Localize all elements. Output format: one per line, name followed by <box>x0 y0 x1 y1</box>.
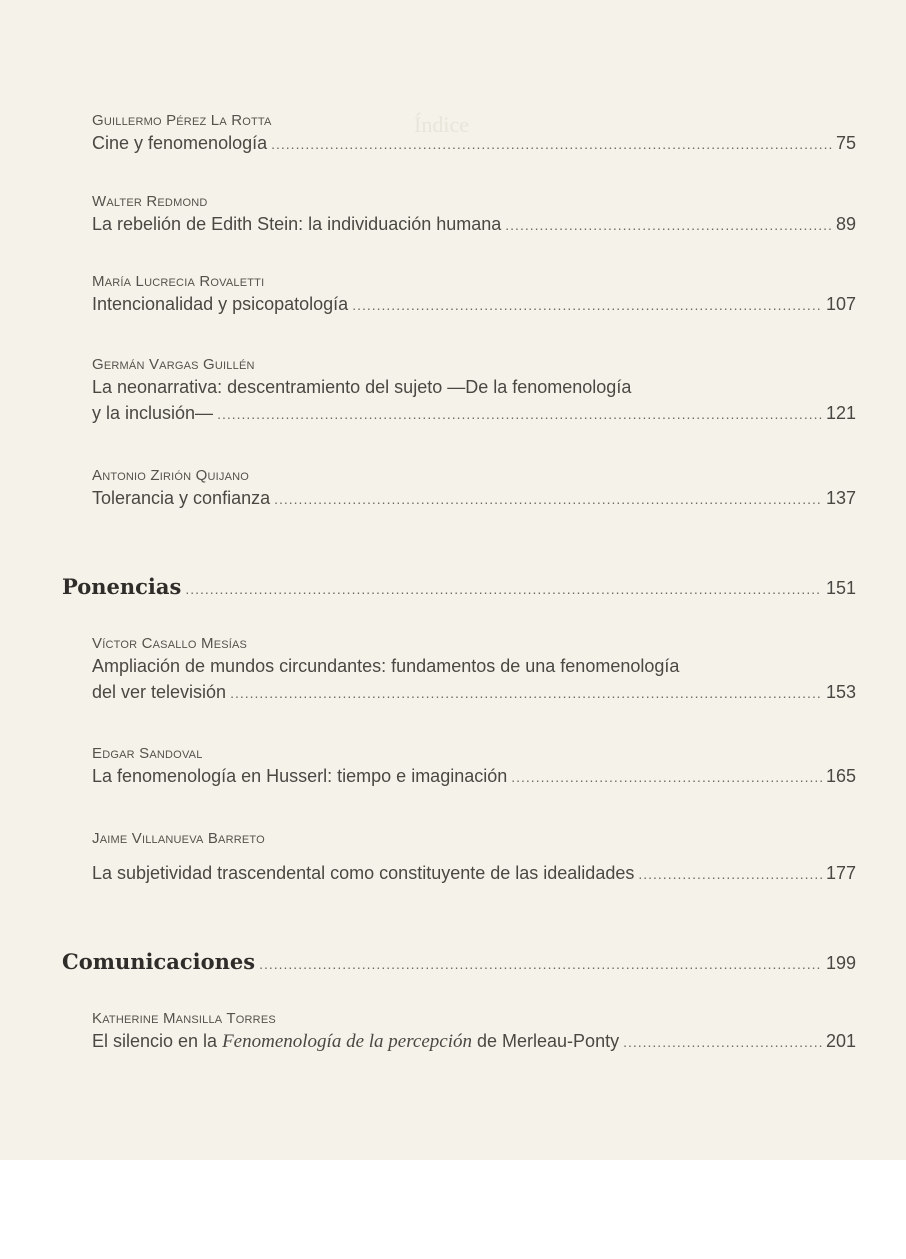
entry-title <box>92 1028 619 1055</box>
page-number: 137 <box>825 488 856 508</box>
section-heading-comunicaciones <box>62 949 856 977</box>
page-number: 151 <box>825 578 856 598</box>
dot-leader <box>352 292 822 318</box>
entry-title-line <box>92 400 856 427</box>
entry-title-line <box>92 653 856 679</box>
page-number: 89 <box>835 214 856 234</box>
entry-title-continued: y la inclusión— <box>92 403 214 423</box>
toc-entry <box>92 467 856 512</box>
entry-title-italic: Fenomenología de la percepción <box>222 1031 472 1052</box>
entry-author: Víctor Casallo Mesías <box>92 635 248 652</box>
dot-leader <box>623 1029 822 1055</box>
entry-title-prefix: El silencio en la <box>92 1031 223 1051</box>
entry-author: Walter Redmond <box>92 193 208 210</box>
toc-entry <box>92 635 856 706</box>
entry-title-continued: del ver televisión <box>92 682 227 702</box>
entry-title: La rebelión de Edith Stein: la individuación humana <box>92 214 502 234</box>
entry-title-line <box>92 763 856 790</box>
page-number: 121 <box>825 403 856 423</box>
entry-title: La fenomenología en Husserl: tiempo e imaginación <box>92 766 508 786</box>
entry-title: Intencionalidad y psicopatología <box>92 294 349 314</box>
page-number: 107 <box>825 294 856 314</box>
toc-entry <box>92 830 856 887</box>
entry-author: Jaime Villanueva Barreto <box>92 830 265 847</box>
dot-leader <box>217 401 822 427</box>
dot-leader <box>230 680 822 706</box>
entry-title-line <box>92 679 856 706</box>
dot-leader <box>271 131 832 157</box>
dot-leader <box>185 576 822 602</box>
entry-title-line <box>92 1028 856 1055</box>
dot-leader <box>259 951 822 977</box>
entry-title: Cine y fenomenología <box>92 133 268 153</box>
entry-title: Tolerancia y confianza <box>92 488 271 508</box>
page-number: 177 <box>825 863 856 883</box>
page-number: 153 <box>825 682 856 702</box>
entry-author: Antonio Zirión Quijano <box>92 467 250 484</box>
entry-title-line <box>92 130 856 157</box>
entry-title-line <box>92 211 856 238</box>
toc-entry <box>92 193 856 238</box>
toc-entry <box>92 356 856 427</box>
section-title: Ponencias <box>62 574 182 599</box>
entry-title-line <box>92 485 856 512</box>
toc-entry <box>92 112 856 157</box>
entry-title-line <box>92 291 856 318</box>
dot-leader <box>274 486 822 512</box>
section-title: Comunicaciones <box>62 949 256 974</box>
toc-entry <box>92 273 856 318</box>
entry-author: Germán Vargas Guillén <box>92 356 255 373</box>
entry-title: La subjetividad trascendental como constituyente de las idealidades <box>92 863 635 883</box>
entry-author: Katherine Mansilla Torres <box>92 1010 276 1027</box>
entry-title-line <box>92 860 856 887</box>
page-number: 201 <box>825 1031 856 1051</box>
entry-author: Guillermo Pérez La Rotta <box>92 112 272 129</box>
toc-entry <box>92 1010 856 1055</box>
page-number: 165 <box>825 766 856 786</box>
dot-leader <box>505 212 832 238</box>
page-number: 75 <box>835 133 856 153</box>
entry-title: La neonarrativa: descentramiento del sujeto —De la fenomenología <box>92 377 632 397</box>
entry-title-suffix: de Merleau-Ponty <box>472 1031 620 1051</box>
toc-entry <box>92 745 856 790</box>
section-heading-ponencias <box>62 574 856 602</box>
dot-leader <box>638 861 822 887</box>
entry-author: Edgar Sandoval <box>92 745 203 762</box>
entry-title: Ampliación de mundos circundantes: fundamentos de una fenomenología <box>92 656 680 676</box>
show-through-title: Índice <box>414 112 469 137</box>
entry-title-line <box>92 374 856 400</box>
entry-author: María Lucrecia Rovaletti <box>92 273 265 290</box>
page-number: 199 <box>825 953 856 973</box>
dot-leader <box>511 764 822 790</box>
